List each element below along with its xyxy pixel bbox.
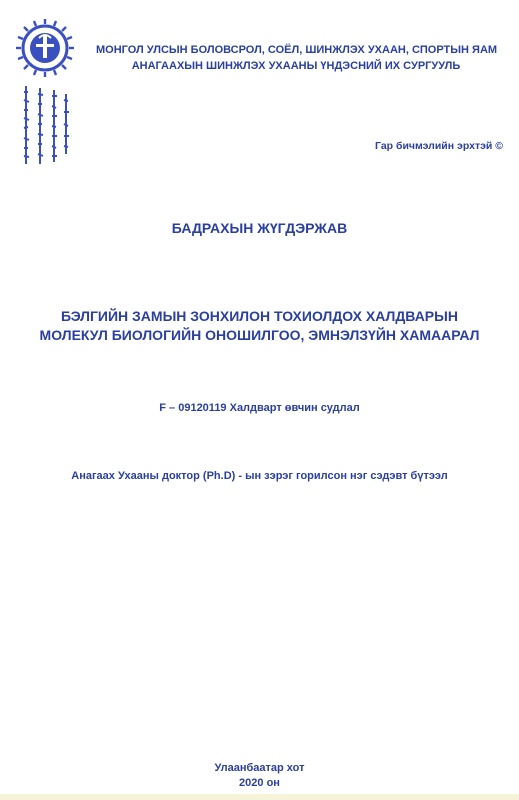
degree-statement: Анагаах Ухааны доктор (Ph.D) - ын зэрэг горилсон нэг сэдэвт бүтээл [71,470,448,482]
thesis-title-line-2: МОЛЕКУЛ БИОЛОГИЙН ОНОШИЛГОО, ЭМНЭЛЗҮЙН ХАМААРАЛ [39,327,480,343]
thesis-title-line-1: БЭЛГИЙН ЗАМЫН ЗОНХИЛОН ТОХИОЛДОХ ХАЛДВАРЫН [61,308,458,324]
author-name: БАДРАХЫН ЖҮГДЭРЖАВ [171,220,348,236]
ministry-university-header [96,42,496,74]
city: Улаанбаатар хот [214,762,305,774]
copyright-notice: Гар бичмэлийн эрхтэй © [375,140,503,152]
thesis-title [0,307,519,345]
page-bottom-edge [0,794,519,800]
ministry-name: МОНГОЛ УЛСЫН БОЛОВСРОЛ, СОЁЛ, ШИНЖЛЭХ УХААН, СПОРТЫН ЯАМ [96,44,498,56]
university-name: АНАГААХЫН ШИНЖЛЭХ УХААНЫ ҮНДЭСНИЙ ИХ СУРГУУЛЬ [131,60,461,72]
place-and-year [0,761,519,791]
specialty-code: F – 09120119 Халдварт өвчин судлал [159,402,360,414]
year: 2020 он [239,777,280,789]
university-emblem-icon [10,14,80,164]
